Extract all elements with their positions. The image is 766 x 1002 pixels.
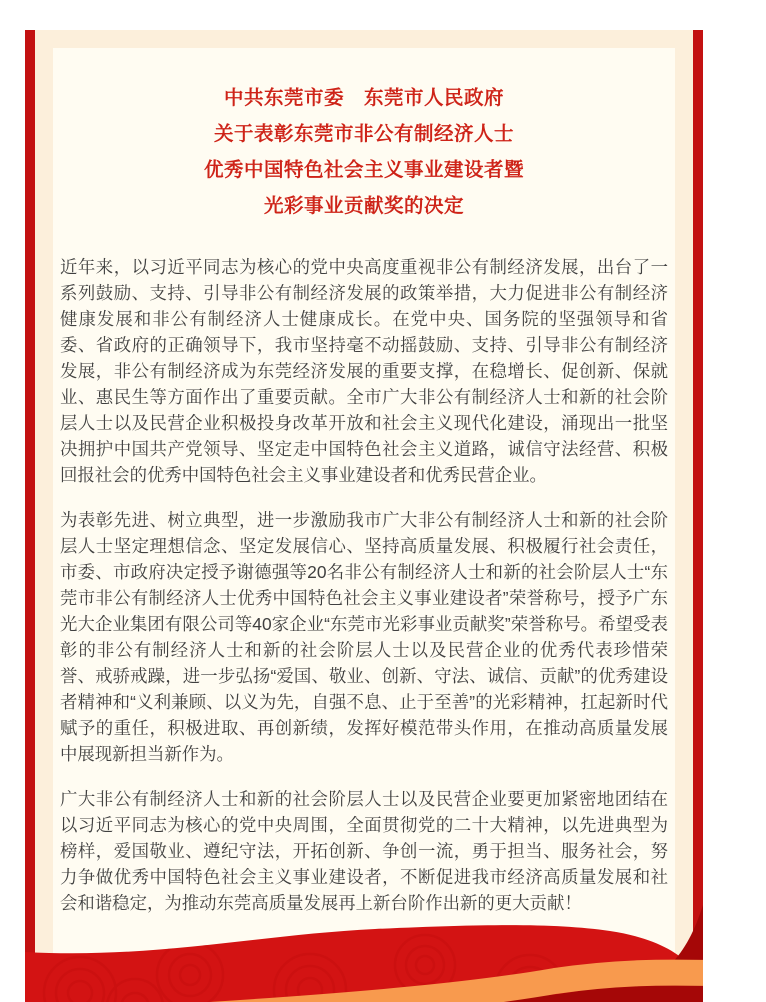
title-line-2: 关于表彰东莞市非公有制经济人士 [213,123,514,145]
title-line-4: 光彩事业贡献奖的决定 [263,195,464,217]
title-line-1: 中共东莞市委 东莞市人民政府 [223,87,504,109]
title-line-3: 优秀中国特色社会主义事业建设者暨 [203,159,524,181]
left-red-border [25,30,35,1002]
body-paragraph-3: 广大非公有制经济人士和新的社会阶层人士以及民营企业要更加紧密地团结在以习近平同志为核心的党中央周围，全面贯彻党的二十大精神，以先进典型为榜样，爱国敬业、遵纪守法，开拓创新、争创一流，勇于担当、服务社会，努力争做优秀中国特色社会主义事业建设者，不断促进我市经济高质量发展和社会和谐稳定，为推动东莞高质量发展再上新台阶作出新的更大贡献！ [60,789,668,913]
document-body [60,254,668,916]
right-red-border [693,30,703,1002]
body-paragraph-1: 近年来，以习近平同志为核心的党中央高度重视非公有制经济发展，出台了一系列鼓励、支持、引导非公有制经济发展的政策举措，大力促进非公有制经济健康发展和非公有制经济人士健康成长。在党中央、国务院的坚强领导和省委、省政府的正确领导下，我市坚持毫不动摇鼓励、支持、引导非公有制经济发展，非公有制经济成为东莞经济发展的重要支撑，在稳增长、促创新、保就业、惠民生等方面作出了重要贡献。全市广大非公有制经济人士和新的社会阶层人士以及民营企业积极投身改革开放和社会主义现代化建设，涌现出一批坚决拥护中国共产党领导、坚定走中国特色社会主义道路，诚信守法经营、积极回报社会的优秀中国特色社会主义事业建设者和优秀民营企业。 [60,257,668,485]
document-frame [25,30,703,1002]
document-card [53,48,675,1002]
bottom-wave-decoration [25,895,703,1002]
body-paragraph-2: 为表彰先进、树立典型，进一步激励我市广大非公有制经济人士和新的社会阶层人士坚定理想信念、坚定发展信心、坚持高质量发展、积极履行社会责任，市委、市政府决定授予谢德强等20名非公有制经济人士和新的社会阶层人士“东莞市非公有制经济人士优秀中国特色社会主义事业建设者”荣誉称号，授予广东光大企业集团有限公司等40家企业“东莞市光彩事业贡献奖”荣誉称号。希望受表彰的非公有制经济人士和新的社会阶层人士以及民营企业的优秀代表珍惜荣誉、戒骄戒躁，进一步弘扬“爱国、敬业、创新、守法、诚信、贡献”的优秀建设者精神和“义利兼顾、以义为先，自强不息、止于至善”的光彩精神，扛起新时代赋予的重任，积极进取、再创新绩，发挥好模范带头作用，在推动高质量发展中展现新担当新作为。 [60,510,668,764]
document-title [60,80,668,224]
